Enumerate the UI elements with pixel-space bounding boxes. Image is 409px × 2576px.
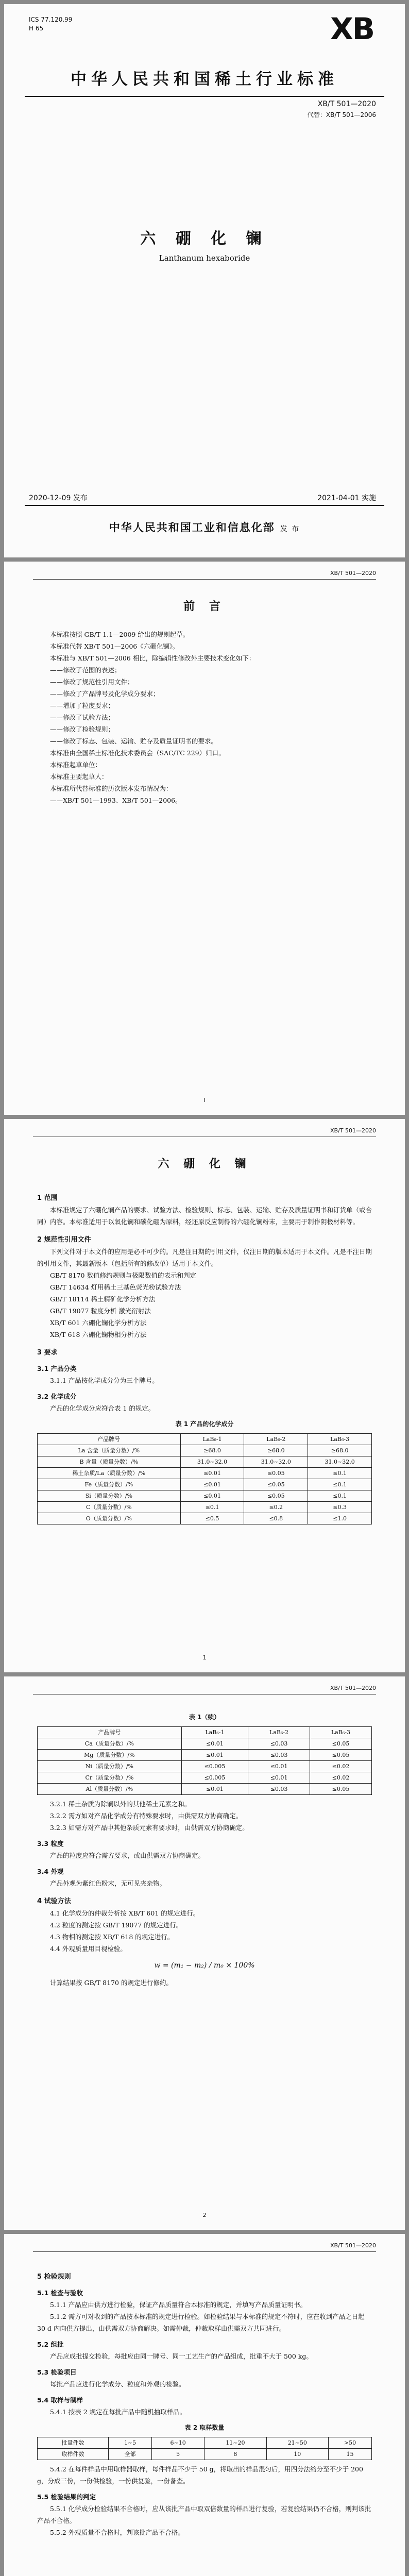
table-caption: 表 1 产品的化学成分 (175, 1420, 234, 1428)
table-cell: 全部 (109, 2449, 152, 2460)
table-cell: B 含量（质量分数）/% (38, 1456, 181, 1468)
paragraph: 本标准主要起草人： (50, 773, 108, 781)
subsection-heading: 3.2 化学成分 (37, 1393, 77, 1400)
table-cell: Mg（质量分数）/% (38, 1750, 182, 1761)
table-cell: ≤0.02 (310, 1761, 372, 1772)
paragraph: 产品外观为紫红色粉末，无可见夹杂物。 (50, 1879, 166, 1887)
table-cell: O（质量分数）/% (38, 1513, 181, 1524)
paragraph: 3.2.3 如需方对产品中其他杂质元素有要求时，由供需双方协商确定。 (50, 1824, 249, 1832)
page-number: Ⅰ (203, 1097, 206, 1104)
table-cell: ≤0.01 (181, 1738, 248, 1750)
document-title-en: Lanthanum hexaboride (159, 253, 250, 263)
table-header-row (38, 1727, 372, 1738)
table-cell: Si（质量分数）/% (38, 1490, 181, 1502)
table-cell: ≤0.8 (244, 1513, 308, 1524)
table-header-row (38, 1434, 372, 1445)
table-row (38, 1750, 372, 1761)
table-cell: ≤0.1 (308, 1479, 372, 1490)
section-heading: 3 要求 (37, 1349, 58, 1357)
table-header-cell: LaB₆-3 (310, 1727, 372, 1738)
document-title: 六 硼 化 镧 (140, 230, 269, 248)
table-cell: ≤0.05 (244, 1479, 308, 1490)
table-cell: ≤0.1 (308, 1490, 372, 1502)
table-caption: 表 2 取样数量 (184, 2424, 225, 2431)
reference-item: XB/T 618 六硼化镧物相分析方法 (50, 1331, 147, 1338)
table-cell: 31.0~32.0 (180, 1456, 244, 1468)
list-item: ——修改了范围的表述； (50, 666, 121, 674)
subsection-heading: 5.2 组批 (37, 2341, 64, 2348)
table-cell: ≤0.05 (310, 1750, 372, 1761)
section-heading: 5 检验规则 (37, 2273, 71, 2281)
table-cell: Cr（质量分数）/% (38, 1772, 182, 1784)
paragraph: 本标准所代替标准的历次版本发布情况为： (50, 785, 173, 792)
table-cell: ≤0.05 (244, 1490, 308, 1502)
table-cell: La 含量（质量分数）/% (38, 1445, 181, 1456)
section-body (37, 2265, 372, 2538)
paragraph: 5.4.1 按表 2 规定在每批产品中随机抽取样品。 (50, 2408, 186, 2416)
table-header-cell: 6~10 (152, 2437, 204, 2449)
table-row (38, 1784, 372, 1795)
table-cell: C（质量分数）/% (38, 1502, 181, 1513)
divider (25, 505, 384, 506)
table-cell: ≥68.0 (180, 1445, 244, 1456)
page-number: 2 (202, 2212, 207, 2218)
table-header-cell: 11~20 (204, 2437, 266, 2449)
content-page-1 (4, 1119, 405, 1672)
table-cell: ≤0.03 (248, 1784, 310, 1795)
table-cell: ≤0.3 (308, 1502, 372, 1513)
xb-logo: XB (330, 11, 374, 46)
classification-codes (29, 15, 72, 33)
reference-item: GB/T 19077 粒度分析 激光衍射法 (50, 1307, 151, 1315)
table-cell: 31.0~32.0 (244, 1456, 308, 1468)
table-cell: ≤0.005 (181, 1772, 248, 1784)
table-header-cell: LaB₆-1 (181, 1727, 248, 1738)
main-title: 六 硼 化 镧 (158, 1157, 251, 1171)
table-row (38, 2449, 372, 2460)
composition-table (37, 1433, 372, 1524)
formula: w = (m₁ − m₂) / m₀ × 100% (154, 1961, 255, 1970)
table-row (38, 1738, 372, 1750)
subsection-heading: 5.3 检验项目 (37, 2368, 77, 2376)
paragraph: 下列文件对于本文件的应用是必不可少的。凡是注日期的引用文件，仅注日期的版本适用于本文件。凡是不注日期的引用文件，其最新版本（包括所有的修改单）适用于本文件。 (37, 1248, 372, 1267)
table-cell: ≤0.1 (308, 1468, 372, 1479)
content-page-3 (4, 2234, 405, 2576)
foreword-title: 前 言 (183, 600, 226, 613)
page-header: XB/T 501—2020 (330, 1127, 376, 1134)
section-heading: 1 范围 (37, 1194, 58, 1202)
table-cell: Ca（质量分数）/% (38, 1738, 182, 1750)
table-cell: 31.0~32.0 (308, 1456, 372, 1468)
paragraph: 5.4.2 在每件样品中用取样器取样，每件样品不少于 50 g，将取出的样品混匀后，用四分法缩分至不少于 200 g，分成三份，一份供检验，一份供复验，一份备查。 (37, 2465, 363, 2485)
section-body (37, 1707, 372, 1989)
issuer-suffix: 发 布 (280, 525, 300, 533)
table-header-cell: LaB₆-2 (244, 1434, 308, 1445)
table-header-cell: 产品牌号 (38, 1434, 181, 1445)
reference-item: GB/T 8170 数值修约规则与极限数值的表示和判定 (50, 1272, 196, 1279)
table-cell: ≤0.01 (248, 1772, 310, 1784)
table-cell: 10 (266, 2449, 328, 2460)
implement-date: 2021-04-01 实施 (317, 494, 376, 502)
paragraph: 产品应成批提交检验，每批应由同一牌号、同一工艺生产的产品组成，批重不大于 500 kg。 (50, 2352, 313, 2360)
table-cell: 8 (204, 2449, 266, 2460)
paragraph: 产品的化学成分应符合表 1 的规定。 (50, 1404, 155, 1412)
list-item: ——XB/T 501—1993、XB/T 501—2006。 (50, 796, 182, 804)
ics-code: ICS 77.120.99 (29, 16, 73, 23)
table-header-cell: LaB₆-2 (248, 1727, 310, 1738)
paragraph: 3.2.2 需方如对产品化学成分有特殊要求时，由供需双方协商确定。 (50, 1812, 243, 1820)
table-cell: ≤0.01 (180, 1490, 244, 1502)
table-cell: 15 (329, 2449, 372, 2460)
subsection-heading: 3.1 产品分类 (37, 1365, 77, 1372)
paragraph: 5.1.2 需方可对收到的产品按本标准的规定进行检验。如检验结果与本标准的规定不符时，应在收到产品之日起 30 d 内向供方提出，由供需双方协商解决。如需仲裁，仲裁取样由供需双方共同进行。 (37, 2313, 365, 2332)
table-row (38, 1479, 372, 1490)
table-header-cell: 1~5 (109, 2437, 152, 2449)
foreword-page (4, 562, 405, 1115)
section-body (37, 1186, 372, 1528)
table-header-cell: >50 (329, 2437, 372, 2449)
list-item: ——修改了规范性引用文件； (50, 678, 134, 686)
list-item: ——增加了粒度要求； (50, 702, 115, 709)
paragraph: 4.2 粒度的测定按 GB/T 19077 的规定进行。 (50, 1921, 183, 1929)
table-cell: ≤0.01 (180, 1468, 244, 1479)
subsection-heading: 5.1 检查与验收 (37, 2289, 83, 2297)
table-row (38, 1445, 372, 1456)
issuer-name: 中华人民共和国工业和信息化部 (109, 521, 275, 534)
foreword-body (37, 629, 372, 806)
reference-item: GB/T 18114 稀土精矿化学分析方法 (50, 1295, 156, 1303)
table-row (38, 1490, 372, 1502)
table-row (38, 1772, 372, 1784)
subsection-heading: 3.4 外观 (37, 1868, 64, 1875)
table-cell: ≤0.05 (310, 1784, 372, 1795)
table-cell: ≤0.005 (181, 1761, 248, 1772)
table-row (38, 1456, 372, 1468)
table-cell: ≤0.2 (244, 1502, 308, 1513)
table-header-cell: 产品牌号 (38, 1727, 182, 1738)
paragraph: 5.1.1 产品应由供方进行检验，保证产品质量符合本标准的规定，并填写产品质量证明书。 (50, 2301, 307, 2309)
paragraph: 本标准代替 XB/T 501—2006《六硼化镧》。 (50, 642, 179, 650)
table-cell: ≤1.0 (308, 1513, 372, 1524)
paragraph: 计算结果按 GB/T 8170 的规定进行修约。 (50, 1979, 173, 1987)
sampling-table (37, 2437, 372, 2460)
list-item: ——修改了标志、包装、运输、贮存及质量证明书的要求。 (50, 737, 218, 745)
publish-date: 2020-12-09 发布 (29, 494, 88, 502)
page-number: 1 (202, 1654, 207, 1661)
paragraph: 3.1.1 产品按化学成分分为三个牌号。 (50, 1377, 159, 1384)
table-cell: ≤0.1 (180, 1502, 244, 1513)
table-cell: 5 (152, 2449, 204, 2460)
divider (33, 579, 376, 580)
table-cell: ≥68.0 (244, 1445, 308, 1456)
paragraph: 本标准按照 GB/T 1.1—2009 给出的规则起草。 (50, 631, 190, 638)
content-page-2 (4, 1676, 405, 2230)
replaces-note: 代替：XB/T 501—2006 (307, 111, 376, 118)
table-cell: ≤0.01 (181, 1784, 248, 1795)
list-item: ——修改了检验规则； (50, 725, 115, 733)
page-header: XB/T 501—2020 (330, 2242, 376, 2249)
subsection-heading: 5.5 检验结果的判定 (37, 2493, 96, 2501)
table-cell: Al（质量分数）/% (38, 1784, 182, 1795)
paragraph: 产品的粒度应符合需方要求，或由供需双方协商确定。 (50, 1852, 205, 1859)
paragraph: 每批产品应进行化学成分、粒度和外观的检验。 (50, 2380, 185, 2388)
paragraph: 本标准起草单位： (50, 761, 102, 769)
table-header-cell: LaB₆-1 (180, 1434, 244, 1445)
table-cell: ≤0.01 (180, 1479, 244, 1490)
subsection-heading: 3.3 粒度 (37, 1840, 64, 1848)
paragraph: 本标准由全国稀土标准化技术委员会（SAC/TC 229）归口。 (50, 749, 225, 757)
list-item: ——修改了试验方法； (50, 714, 115, 721)
table-header-row (38, 2437, 372, 2449)
paragraph: 本标准与 XB/T 501—2006 相比，除编辑性修改外主要技术变化如下： (50, 654, 255, 662)
table-cell: ≤0.03 (248, 1738, 310, 1750)
paragraph: 5.5.1 化学成分检验结果不合格时，应从该批产品中取双倍数量的样品进行复验，若复验结果仍不合格，则判该批产品不合格。 (37, 2505, 371, 2524)
list-item: ——修改了产品牌号及化学成分要求； (50, 690, 160, 698)
table-cell: Fe（质量分数）/% (38, 1479, 181, 1490)
table-row (38, 1468, 372, 1479)
table-header-cell: 批量件数 (38, 2437, 109, 2449)
paragraph: 4.4 外观质量用目视检验。 (50, 1945, 127, 1953)
composition-table-continued (37, 1726, 372, 1795)
reference-item: GB/T 14634 灯用稀土三基色荧光粉试验方法 (50, 1283, 181, 1291)
divider (33, 2251, 376, 2252)
standard-number: XB/T 501—2020 (317, 100, 376, 108)
table-header-cell: LaB₆-3 (308, 1434, 372, 1445)
section-heading: 4 试验方法 (37, 1897, 71, 1905)
table-cell: ≤0.02 (310, 1772, 372, 1784)
table-cell: Ni（质量分数）/% (38, 1761, 182, 1772)
table-cell: ≤0.05 (310, 1738, 372, 1750)
table-cell: ≤0.01 (181, 1750, 248, 1761)
section-heading: 2 规范性引用文件 (37, 1236, 91, 1244)
paragraph: 3.2.1 稀土杂质为除镧以外的其他稀土元素之和。 (50, 1800, 191, 1808)
table-cell: ≤0.01 (248, 1761, 310, 1772)
table-cell: ≤0.05 (244, 1468, 308, 1479)
table-cell: 取样件数 (38, 2449, 109, 2460)
table-header-cell: 21~50 (266, 2437, 328, 2449)
table-caption: 表 1（续） (189, 1714, 220, 1721)
paragraph: 5.5.2 外观质量不合格时，判该批产品不合格。 (50, 2529, 184, 2536)
table-row (38, 1502, 372, 1513)
paragraph: 本标准规定了六硼化镧产品的要求、试验方法、检验规则、标志、包装、运输、贮存及质量证明书和订货单（或合同）内容。本标准适用于以氧化镧和碳化硼为原料，经还原反应制得的六硼化镧粉末，主要用于制作阴极材料等。 (37, 1206, 372, 1226)
divider (25, 96, 384, 97)
reference-item: XB/T 601 六硼化镧化学分析方法 (50, 1319, 147, 1327)
page-header: XB/T 501—2020 (330, 570, 376, 577)
paragraph: 4.1 化学成分的仲裁分析按 XB/T 601 的规定进行。 (50, 1909, 200, 1917)
cover-page (4, 4, 405, 557)
table-row (38, 1513, 372, 1524)
ccs-code: H 65 (29, 25, 44, 32)
table-cell: ≤0.03 (248, 1750, 310, 1761)
table-row (38, 1761, 372, 1772)
paragraph: 4.3 物相的测定按 XB/T 618 的规定进行。 (50, 1933, 174, 1941)
page-header: XB/T 501—2020 (330, 1685, 376, 1691)
standard-title: 中华人民共和国稀土行业标准 (71, 70, 338, 89)
subsection-heading: 5.4 取样与制样 (37, 2396, 83, 2404)
table-cell: ≤0.5 (180, 1513, 244, 1524)
table-cell: ≥68.0 (308, 1445, 372, 1456)
issuer (4, 519, 405, 535)
table-cell: 稀土杂质/La（质量分数）/% (38, 1468, 181, 1479)
